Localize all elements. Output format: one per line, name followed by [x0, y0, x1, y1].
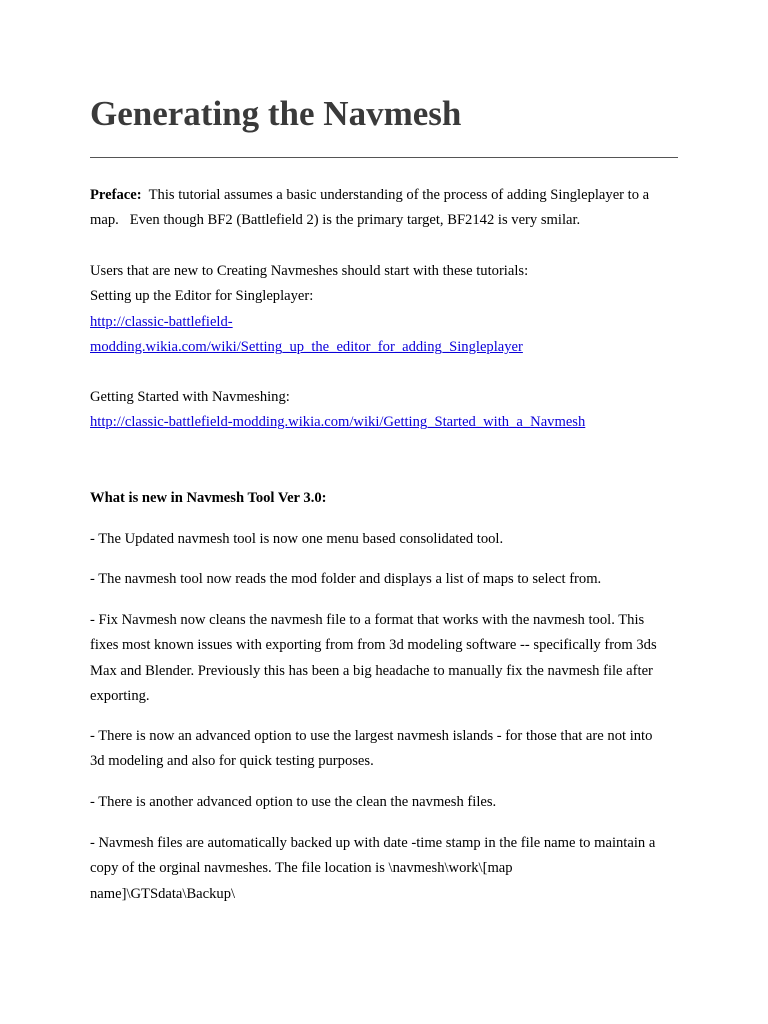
whats-new-item-4-line-2: 3d modeling and also for quick testing purposes.	[90, 753, 374, 770]
whats-new-item-6-line-2: copy of the orginal navmeshes. The file location is \navmesh\work\[map	[90, 860, 513, 877]
preface-line-2: map. Even though BF2 (Battlefield 2) is the primary target, BF2142 is very smilar.	[90, 212, 581, 229]
whats-new-item-6-line-1: - Navmesh files are automatically backed up with date -time stamp in the file name to maintain a	[90, 835, 656, 851]
preface-line-1	[90, 183, 680, 208]
whats-new-item-3-line-1: - Fix Navmesh now cleans the navmesh file to a format that works with the navmesh tool. This	[90, 612, 645, 628]
whats-new-item-1: - The Updated navmesh tool is now one menu based consolidated tool.	[90, 531, 504, 547]
preface-paragraph	[90, 183, 680, 234]
whats-new-item-3	[90, 608, 680, 710]
intro-line-2: Setting up the Editor for Singleplayer:	[90, 288, 314, 305]
setup-editor-link-part-1[interactable]: http://classic-battlefield-	[90, 313, 233, 330]
whats-new-item-5: - There is another advanced option to use the clean the navmesh files.	[90, 794, 497, 810]
intro-line-1: Users that are new to Creating Navmeshes should start with these tutorials:	[90, 263, 529, 279]
setup-editor-link-part-2[interactable]: modding.wikia.com/wiki/Setting_up_the_editor_for_adding_Singleplayer	[90, 339, 523, 356]
intro-paragraph	[90, 259, 680, 361]
preface-label: Preface:	[90, 187, 142, 203]
whats-new-item-6	[90, 831, 680, 907]
whats-new-heading: What is new in Navmesh Tool Ver 3.0:	[90, 490, 327, 506]
getting-started-link[interactable]: http://classic-battlefield-modding.wikia.com/wiki/Getting_Started_with_a_Navmesh	[90, 414, 586, 431]
whats-new-item-3-line-2: fixes most known issues with exporting from from 3d modeling software -- specifically from 3ds	[90, 637, 657, 654]
whats-new-item-3-line-3: Max and Blender. Previously this has been a big headache to manually fix the navmesh file after	[90, 662, 653, 679]
getting-started-label: Getting Started with Navmeshing:	[90, 389, 290, 405]
whats-new-item-6-line-3: name]\GTSdata\Backup\	[90, 885, 236, 902]
whats-new-item-3-line-4: exporting.	[90, 688, 150, 705]
getting-started-paragraph	[90, 385, 680, 436]
preface-text-1: This tutorial assumes a basic understanding of the process of adding Singleplayer to a	[148, 187, 650, 203]
whats-new-item-4-line-1: - There is now an advanced option to use the largest navmesh islands - for those that are not into	[90, 728, 653, 744]
title-divider	[90, 157, 678, 158]
document-title: Generating the Navmesh	[90, 94, 462, 133]
whats-new-item-2: - The navmesh tool now reads the mod folder and displays a list of maps to select from.	[90, 571, 602, 587]
whats-new-item-4	[90, 724, 680, 775]
